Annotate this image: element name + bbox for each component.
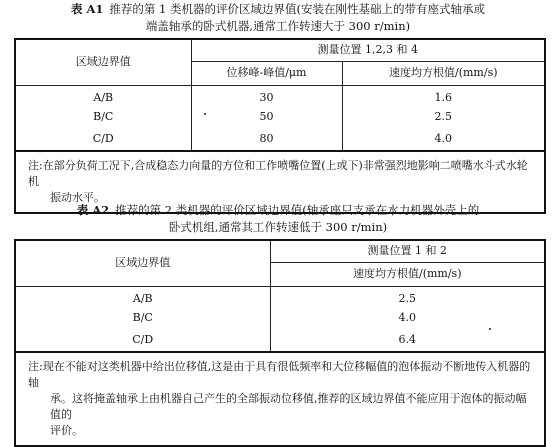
table-a1 [14, 38, 546, 214]
table-a1-zone-cell: C/D [15, 128, 191, 151]
table-a2-caption-text: 推荐的第 2 类机器的评价区域边界值(轴承座只支承在水力机器外壳上的 [115, 203, 480, 217]
table-a1-velocity-cell: 1.6 [342, 85, 545, 107]
scan-speck [204, 113, 206, 115]
table-row [15, 286, 545, 308]
table-a2-zone-cell: C/D [15, 329, 270, 352]
table-a2-caption-line1 [0, 203, 556, 219]
table-a1-header-velocity: 速度均方根值/(mm/s) [342, 61, 545, 85]
table-a2-zone-cell: A/B [15, 286, 270, 308]
table-a2-zone-cell: B/C [15, 308, 270, 329]
table-a2-note [15, 352, 545, 446]
scan-speck [489, 328, 491, 330]
table-row [15, 308, 545, 329]
table-a2-note-row [15, 352, 545, 446]
table-row [15, 329, 545, 352]
table-a2-note-line1: 注:现在不能对这类机器中给出位移值,这是由于具有很低频率和大位移幅值的泡体振动不断地传入机器的轴 [28, 360, 531, 389]
table-a1-zone-cell: B/C [15, 107, 191, 128]
table-a1-header-displacement: 位移峰-峰值/μm [191, 61, 342, 85]
table-a1-velocity-cell: 4.0 [342, 128, 545, 151]
table-a2-header-velocity: 速度均方根值/(mm/s) [270, 262, 545, 286]
table-a1-displacement-cell: 80 [191, 128, 342, 151]
table-a1-note-line2: 振动水平。 [50, 191, 105, 204]
table-a1-header-positions: 测量位置 1,2,3 和 4 [191, 39, 545, 61]
table-row [15, 85, 545, 107]
table-a2-note-line3: 评价。 [50, 424, 83, 437]
table-a1-caption-line2: 端盖轴承的卧式机器,通常工作转速大于 300 r/min) [145, 19, 411, 33]
table-a1-header-zone: 区域边界值 [15, 39, 191, 85]
table-a2-velocity-cell: 2.5 [270, 286, 545, 308]
table-a1-zone-cell: A/B [15, 85, 191, 107]
table-a2-label: 表 A2 [76, 203, 110, 217]
table-a2-caption-line2: 卧式机组,通常其工作转速低于 300 r/min) [168, 220, 388, 234]
table-a1-caption-line1 [0, 2, 556, 18]
table-a2-header-positions: 测量位置 1 和 2 [270, 240, 545, 262]
table-a1-note-line1: 注:在部分负荷工况下,合成稳态力向量的方位和工作喷嘴位置(上或下)非常强烈地影响二喷嘴水斗式水轮机 [28, 159, 528, 188]
table-a1-label: 表 A1 [70, 2, 104, 16]
table-a2-velocity-cell: 4.0 [270, 308, 545, 329]
table-a2-velocity-cell: 6.4 [270, 329, 545, 352]
table-a2-header-zone: 区域边界值 [15, 240, 270, 286]
table-a1-caption-text: 推荐的第 1 类机器的评价区域边界值(安装在刚性基础上的带有座式轴承或 [109, 2, 486, 16]
table-row [15, 107, 545, 128]
table-a2-header-row1 [15, 240, 545, 262]
table-a1-velocity-cell: 2.5 [342, 107, 545, 128]
table-a1-displacement-cell: 30 [191, 85, 342, 107]
table-a1-displacement-cell: 50 [191, 107, 342, 128]
table-row [15, 128, 545, 151]
table-a1-header-row1 [15, 39, 545, 61]
table-a2-note-line2: 承。这将掩盖轴承上由机器自己产生的全部振动位移值,推荐的区域边界值不能应用于泡体的振动幅值的 [50, 392, 527, 421]
table-a2 [14, 239, 546, 447]
